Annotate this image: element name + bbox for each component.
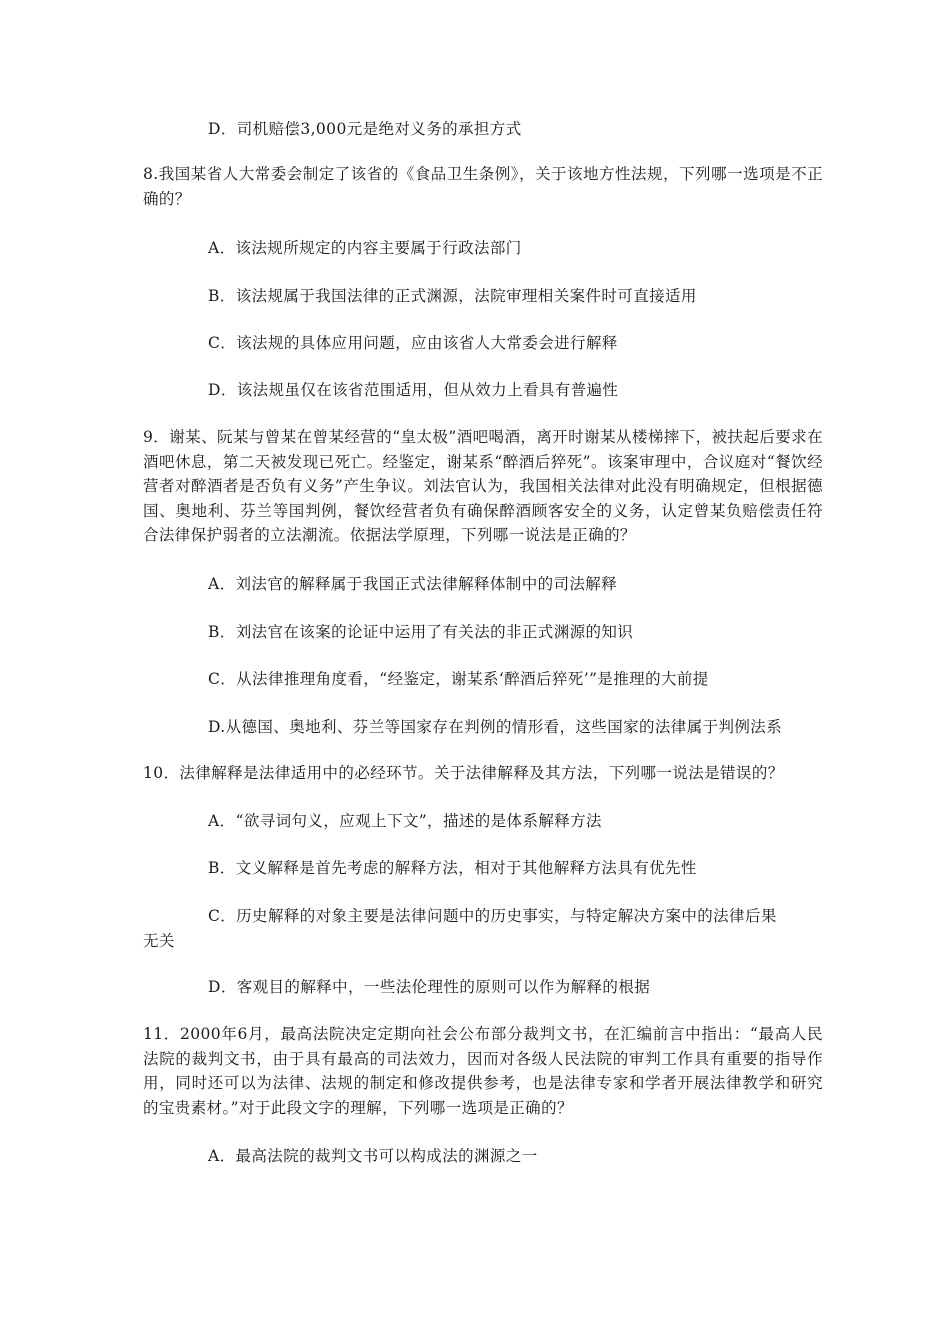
q8-option-c: C．该法规的具体应用问题，应由该省人大常委会进行解释: [208, 334, 618, 352]
q10-option-d: D．客观目的解释中，一些法伦理性的原则可以作为解释的根据: [208, 978, 651, 996]
q9-option-c: C．从法律推理角度看，“经鉴定，谢某系‘醉酒后猝死’”是推理的大前提: [208, 670, 709, 688]
q7-option-d: D．司机赔偿3,000元是绝对义务的承担方式: [208, 120, 522, 138]
q11-option-a: A．最高法院的裁判文书可以构成法的渊源之一: [208, 1147, 538, 1165]
q9-option-d: D.从德国、奥地利、芬兰等国家存在判例的情形看，这些国家的法律属于判例法系: [208, 718, 783, 736]
q10-stem: 10．法律解释是法律适用中的必经环节。关于法律解释及其方法，下列哪一说法是错误的？: [143, 764, 784, 782]
q10-option-c-line2: 无关: [143, 932, 175, 950]
q8-option-b: B．该法规属于我国法律的正式渊源，法院审理相关案件时可直接适用: [208, 287, 697, 305]
q10-option-c-line1: C．历史解释的对象主要是法律问题中的历史事实，与特定解决方案中的法律后果: [208, 907, 777, 925]
q10-option-a: A．“欲寻词句义，应观上下文”，描述的是体系解释方法: [208, 812, 602, 830]
q9-stem: 9．谢某、阮某与曾某在曾某经营的“皇太极”酒吧喝酒，离开时谢某从楼梯摔下，被扶起后要求在酒吧休息，第二天被发现已死亡。经鉴定，谢某系“醉酒后猝死”。该案审理中，合议庭对“餐饮经营者对醉酒者是否负有义务”产生争议。刘法官认为，我国相关法律对此没有明确规定，但根据德国、奥地利、芬兰等国判例，餐饮经营者负有确保醉酒顾客安全的义务，认定曾某负赔偿责任符合法律保护弱者的立法潮流。依据法学原理，下列哪一说法是正确的？: [143, 428, 823, 544]
q8-option-d: D．该法规虽仅在该省范围适用，但从效力上看具有普遍性: [208, 381, 619, 399]
q9-option-b: B．刘法官在该案的论证中运用了有关法的非正式渊源的知识: [208, 623, 634, 641]
q9-option-a: A．刘法官的解释属于我国正式法律解释体制中的司法解释: [208, 575, 618, 593]
q11-stem: 11．2000年6月，最高法院决定定期向社会公布部分裁判文书，在汇编前言中指出：“最高人民法院的裁判文书，由于具有最高的司法效力，因而对各级人民法院的审判工作具有重要的指导作用，同时还可以为法律、法规的制定和修改提供参考，也是法律专家和学者开展法律教学和研究的宝贵素材。”对于此段文字的理解，下列哪一选项是正确的？: [143, 1025, 823, 1117]
q8-option-a: A．该法规所规定的内容主要属于行政法部门: [208, 239, 522, 257]
q8-stem: 8.我国某省人大常委会制定了该省的《食品卫生条例》，关于该地方性法规，下列哪一选项是不正确的？: [143, 165, 823, 208]
q10-option-b: B．文义解释是首先考虑的解释方法，相对于其他解释方法具有优先性: [208, 859, 697, 877]
